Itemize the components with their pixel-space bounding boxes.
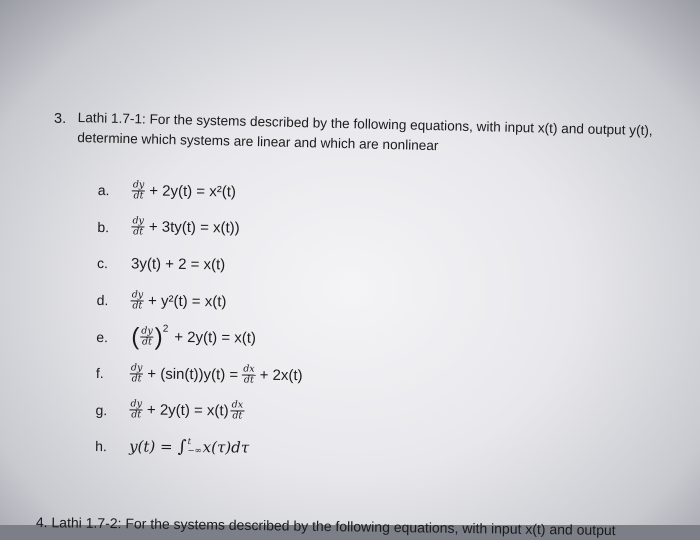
equation-rest: + y²(t) = x(t) [148, 292, 227, 310]
part-label: c. [96, 255, 109, 272]
part-g [95, 392, 495, 433]
derivative-fraction [140, 327, 154, 348]
equation-rest: + 3ty(t) = x(t)) [148, 218, 240, 237]
left-paren: ( [131, 323, 140, 351]
integral-limits [187, 438, 201, 456]
derivative-fraction [132, 180, 146, 201]
fraction-numerator: dy [132, 215, 144, 227]
fraction-denominator: dt [132, 299, 143, 312]
derivative-fraction [129, 400, 143, 421]
part-b [97, 209, 497, 250]
part-label: d. [96, 292, 109, 309]
part-label: f. [95, 365, 104, 382]
equation-middle: + (sin(t))y(t) = [147, 365, 239, 384]
problem-prompt: Lathi 1.7-1: For the systems described by the following equations, with input x(t) and output y(t), determine which systems are linear and which are nonlinear [77, 109, 653, 154]
fraction-denominator: dt [131, 409, 142, 421]
equation-text: 3y(t) + 2 = x(t) [130, 255, 226, 274]
integral-lower-limit: −∞ [187, 446, 202, 457]
equation [131, 255, 225, 273]
part-d [96, 282, 496, 323]
part-label: b. [97, 218, 110, 236]
fraction-denominator: dt [133, 190, 144, 202]
equation [130, 325, 256, 350]
equation-rest: + 2y(t) = x(t) [174, 328, 257, 347]
equation [131, 290, 227, 312]
part-h [95, 428, 495, 469]
equation [130, 363, 303, 386]
part-e [96, 318, 496, 359]
part-label: h. [95, 438, 107, 455]
integral-sign: ∫ [177, 437, 187, 458]
part-label: g. [95, 401, 108, 418]
fraction-numerator: dx [243, 363, 255, 375]
derivative-fraction-input [231, 401, 245, 422]
equation [129, 437, 249, 458]
next-problem-cutoff: 4. Lathi 1.7-2: For the systems described by the following equations, with input x(t) and output [35, 514, 616, 539]
equation [131, 217, 240, 239]
fraction-denominator: dt [141, 336, 152, 348]
fraction-numerator: dy [130, 362, 143, 374]
equation-rest: + 2x(t) [259, 366, 303, 384]
problem-number: 3. [54, 111, 67, 127]
integral [178, 437, 203, 457]
fraction-denominator: dt [232, 410, 243, 422]
part-a [98, 172, 498, 213]
fraction-numerator: dy [131, 288, 144, 301]
derivative-fraction [130, 363, 144, 384]
fraction-numerator: dx [231, 399, 244, 411]
equation [129, 400, 248, 422]
part-label: e. [96, 328, 109, 345]
fraction-denominator: dt [133, 226, 144, 238]
fraction-denominator: dt [243, 374, 254, 386]
equation-list [95, 172, 498, 469]
derivative-fraction [131, 217, 145, 238]
exponent: 2 [162, 323, 169, 335]
part-c [97, 245, 497, 286]
derivative-fraction [131, 290, 145, 311]
equation-middle: + 2y(t) = x(t) [146, 401, 229, 420]
fraction-numerator: dy [141, 325, 153, 337]
fraction-numerator: dy [130, 398, 143, 410]
fraction-denominator: dt [131, 373, 142, 385]
integrand: x(τ)dτ [202, 438, 250, 458]
derivative-fraction-input [242, 364, 256, 385]
equation-rest: + 2y(t) = x²(t) [149, 182, 237, 201]
part-f [96, 355, 496, 396]
integral-upper-limit: t [187, 437, 192, 448]
right-paren: ) [154, 323, 163, 351]
fraction-numerator: dy [132, 179, 145, 191]
equation-lhs: y(t) = [129, 437, 173, 457]
part-label: a. [97, 182, 110, 199]
equation [132, 180, 236, 202]
